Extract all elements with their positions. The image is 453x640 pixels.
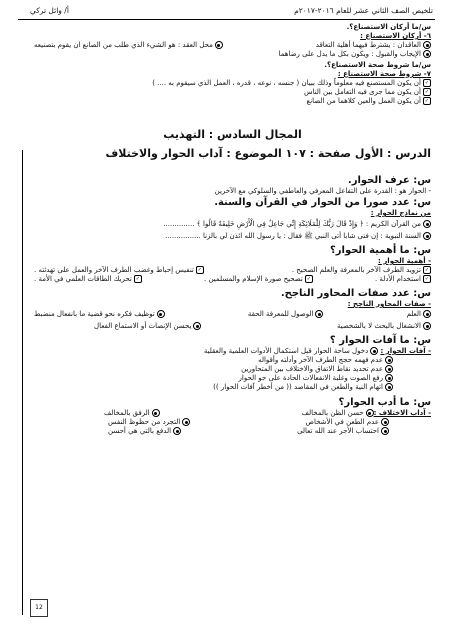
bullet-icon: [370, 347, 378, 355]
pest-2: عدم فهمه حجج الطرف الآخر وأدلته وأقواله: [34, 356, 431, 365]
checkbox-icon: ✓: [424, 98, 430, 104]
pest-5: اتهام النية والطعن في المقاصد (( من أخطر آفات الحوار )): [34, 383, 431, 392]
checkbox-icon: ✓: [424, 80, 430, 86]
question-forms: س: عدد صورا من الحوار في القرآن والسنة.: [214, 197, 431, 208]
pest-4: رفع الصوت وغلبة الانفعالات الحادة على جو الحوار: [34, 374, 431, 383]
bullet-icon: [366, 409, 374, 417]
etiquette-6: الدفع بالتي هي أحسن: [108, 427, 181, 436]
etiquette-subtitle: - آداب الاختلاف :: [373, 409, 431, 417]
question-etiquette: س: ما أدب الحوار؟: [338, 397, 431, 408]
checkbox-icon: ✓: [424, 267, 430, 273]
traits-row-1: [34, 310, 431, 319]
bullet-icon: [423, 50, 431, 58]
section-title: المجال السادس : التهذيب: [163, 128, 302, 141]
etiquette-row-1: [34, 409, 431, 418]
question-define: س: عرف الحوار.: [347, 175, 431, 186]
header-rule: [18, 19, 435, 20]
page-number: 12: [30, 599, 48, 617]
question-traits: س: عدد صفات المحاور الناجح.: [280, 288, 431, 299]
question-pillars: س/ما أركان الاستصناع؟.: [346, 23, 431, 31]
bullet-icon: [315, 310, 323, 318]
importance-row-2: [34, 275, 431, 284]
etiquette-3: عدم الطعن في الأشخاص: [306, 418, 389, 427]
bullet-icon: [423, 322, 431, 330]
bullet-icon: [423, 220, 431, 228]
question-conditions: س/ما شروط صحة الاستصناع؟.: [324, 61, 431, 69]
etiquette-2: الرفق بالمخالف: [104, 409, 160, 418]
checkbox-icon: ✓: [306, 276, 311, 282]
condition-3: ✓أن يكون العمل والعين كلاهما من الصانع: [306, 97, 430, 105]
bullet-icon: [215, 41, 223, 49]
checkbox-icon: ✓: [424, 276, 430, 282]
pillars-row: [34, 41, 431, 50]
importance-subtitle: - أهمية الحوار :: [378, 257, 431, 265]
bullet-icon: [381, 418, 389, 426]
pillar-3: الإيجاب والقبول : ويكون بكل ما يدل على رضاهما: [34, 50, 431, 59]
bullet-icon: [193, 322, 201, 330]
trait-3: توظيف فكره نحو قضية ما بانفعال منضبط: [34, 310, 165, 319]
importance-2: ✓تنفيس إحباط وغضب الطرف الآخر والعمل على تهدئته .: [34, 266, 202, 274]
condition-2: ✓أن يكون مما جرى فيه التعامل بين الناس: [303, 88, 430, 96]
bullet-icon: [157, 310, 165, 318]
page-header: [30, 6, 433, 18]
etiquette-1: - آداب الاختلاف :حسن الظن بالمخالف: [301, 409, 431, 417]
trait-5: يحسن الإنصات أو الاستماع الفعال: [94, 322, 201, 331]
pillar-1: العاقدان : يشترط فيهما أهلية التعاقد: [316, 41, 431, 50]
etiquette-5: احتساب الأجر عند الله تعالى: [297, 427, 389, 436]
forms-subtitle: من نماذج الحوار :: [370, 209, 431, 217]
page-content: [34, 22, 431, 436]
pillar-2: محل العقد : هو الشيء الذي طلب من الصانع ان يقوم بتصنيعه: [34, 41, 223, 50]
answer-define: - الحوار هو : القدرة على التفاعل المعرفي والعاطفي والسلوكي مع الآخرين: [214, 187, 431, 195]
importance-5: ✓تحريك الطاقات العلمي في الأمة .: [34, 275, 140, 283]
traits-row-2: [34, 322, 431, 331]
importance-row-1: [34, 266, 431, 275]
header-title: تلخيص الصف الثاني عشر للعام ٢٠١٦-٢٠١٧م: [294, 6, 433, 15]
etiquette-row-3: [34, 427, 431, 436]
bullet-icon: [385, 356, 393, 364]
header-author: أ/ وائل تركي: [30, 6, 69, 15]
bullet-icon: [381, 427, 389, 435]
answer-pillars-title: ٦- أركان الاستصناع :: [360, 32, 431, 40]
forms-sunnah: السنة النبوية : إن فتى شابا أتى النبي ﷺ فقال : يا رسول الله ائذن لي بالزنا ................: [34, 232, 431, 241]
pest-1: - آفات الحوار : دخول ساحة الحوار قبل استكمال الأدوات العلمية والعقلية: [203, 347, 431, 355]
forms-quran: من القرآن الكريم : ﴿ وَإِذْ قَالَ رَبُّكَ لِلْمَلَائِكَةِ إِنِّي جَاعِلٌ فِي الْأَرْضِ خَلِيفَةً قَالُوا ﴾ ..............: [34, 220, 431, 229]
importance-3: ✓استخدام الأدلة .: [374, 275, 430, 283]
bullet-icon: [423, 310, 431, 318]
trait-1: العلم: [407, 310, 431, 319]
bullet-icon: [152, 409, 160, 417]
pest-3: عدم تحديد نقاط الاتفاق والاختلاف بين المتحاورين: [34, 365, 431, 374]
margin-rule: [22, 150, 23, 615]
bullet-icon: [182, 418, 190, 426]
etiquette-row-2: [34, 418, 431, 427]
etiquette-4: التجرد من حظوظ النفس: [108, 418, 190, 427]
answer-conditions-title: ٧- شروط صحة الاستصناع :: [337, 70, 431, 78]
bullet-icon: [385, 383, 393, 391]
bullet-icon: [385, 374, 393, 382]
bullet-icon: [423, 41, 431, 49]
question-pests: س: ما آفات الحوار ؟: [329, 335, 431, 346]
bullet-icon: [385, 365, 393, 373]
importance-4: ✓تصحيح صورة الإسلام والمسلمين .: [204, 275, 311, 283]
traits-subtitle: - صفات المحاور الناجح :: [347, 300, 431, 308]
checkbox-icon: ✓: [424, 89, 430, 95]
checkbox-icon: ✓: [135, 276, 140, 282]
checkbox-icon: ✓: [197, 267, 202, 273]
importance-1: ✓تزويد الطرف الآخر بالمعرفة والعلم الصحيح .: [291, 266, 430, 274]
trait-4: الانشغال بالبحث لا بالشخصية: [337, 322, 431, 331]
lesson-line: الدرس : الأول صفحة : ١٠٧ الموضوع : آداب الحوار والاختلاف: [105, 147, 431, 160]
condition-1: ✓أن يكون المستصنع فيه معلوماً وذلك ببيان ( جنسه ، نوعه ، قدره ، العمل الذي سيقوم به .... ): [152, 79, 430, 87]
trait-2: الوصول للمعرفة الحقة: [248, 310, 324, 319]
pests-subtitle: - آفات الحوار :: [380, 347, 431, 355]
bullet-icon: [173, 427, 181, 435]
bullet-icon: [423, 232, 431, 240]
question-importance: س: ما أهمية الحوار؟: [329, 245, 431, 256]
